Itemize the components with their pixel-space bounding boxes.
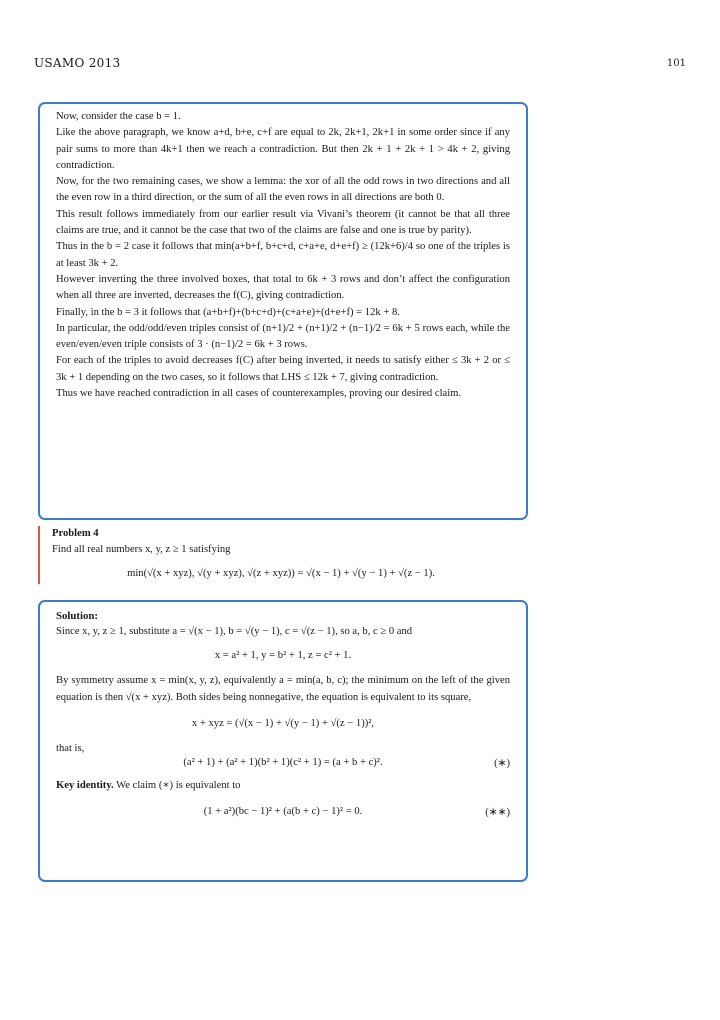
proof-continuation-box <box>38 102 528 520</box>
paragraph: Since x, y, z ≥ 1, substitute a = √(x − 1), b = √(y − 1), c = √(z − 1), so a, b, c ≥ 0 and <box>56 626 413 637</box>
display-equation: x = a² + 1, y = b² + 1, z = c² + 1. <box>214 650 352 662</box>
display-equation: x + xyz = (√(x − 1) + √(y − 1) + √(z − 1))², <box>191 717 375 729</box>
paragraph: This result follows immediately from our earlier result via Vivani’s theorem (it cannot be that all three claims are true, and it cannot be the case that two of the claims are false and one is true by parity). <box>56 208 510 237</box>
equation-body: (1 + a²)(bc − 1)² + (a(b + c) − 1)² = 0. <box>203 806 363 818</box>
display-equation-star <box>56 757 510 768</box>
solution-box <box>38 600 528 882</box>
equation-tag: (∗) <box>494 758 510 770</box>
running-header: USAMO 2013 <box>34 56 121 70</box>
problem-title: Problem 4 <box>52 528 99 539</box>
problem-equation: min(√(x + xyz), √(y + xyz), √(z + xyz)) = √(x − 1) + √(y − 1) + √(z − 1). <box>127 568 435 579</box>
problem-statement <box>38 526 510 584</box>
paragraph <box>56 778 510 794</box>
equation-body: (a² + 1) + (a² + 1)(b² + 1)(c² + 1) = (a + b + c)². <box>183 757 383 769</box>
paragraph: Finally, in the b = 3 it follows that (a+b+f)+(b+c+d)+(c+a+e)+(d+e+f) = 12k + 8. <box>56 306 400 318</box>
key-identity-label: Key identity. <box>56 780 114 792</box>
display-equation-double-star <box>56 806 510 817</box>
paragraph: Thus we have reached contradiction in all cases of counterexamples, proving our desired claim. <box>56 388 462 400</box>
paragraph: Now, for the two remaining cases, we show a lemma: the xor of all the odd rows in two directions and all the even row in a third direction, or the sum of all the even rows in all directions are both 0. <box>56 176 510 204</box>
paragraph: Thus in the b = 2 case it follows that min(a+b+f, b+c+d, c+a+e, d+e+f) ≥ (12k+6)/4 so one of the triples is at least 3k + 2. <box>56 241 510 269</box>
paragraph: By symmetry assume x = min(x, y, z), equivalently a = min(a, b, c); the minimum on the left of the given equation is then √(x + xyz). Both sides being nonnegative, the equation is equivalent to its square, <box>56 675 510 703</box>
paragraph: Like the above paragraph, we know a+d, b+e, c+f are equal to 2k, 2k+1, 2k+1 in some order since if any pair sums to more than 4k+1 then we reach a contradiction. But then 2k + 1 + 2k + 1 > 4k + 2, giving contradiction. <box>56 127 510 171</box>
problem-text: Find all real numbers x, y, z ≥ 1 satisfying <box>52 544 231 555</box>
equation-tag: (∗∗) <box>485 807 510 819</box>
paragraph: In particular, the odd/odd/even triples consist of (n+1)/2 + (n+1)/2 + (n−1)/2 = 6k + 5 rows each, while the even/even/even triple consists of 3 · (n−1)/2 = 6k + 3 rows. <box>56 322 510 351</box>
solution-title: Solution: <box>56 610 99 622</box>
paragraph: For each of the triples to avoid decreases f(C) after being inverted, it needs to satisfy either ≤ 3k + 2 or ≤ 3k + 1 depending on the two cases, so it follows that LHS ≤ 12k + 7, giving contradiction. <box>56 355 510 383</box>
paragraph: Now, consider the case b = 1. <box>56 111 181 122</box>
key-identity-text: We claim (∗) is equivalent to <box>113 780 241 792</box>
paragraph: that is, <box>56 742 85 754</box>
page-number: 101 <box>666 58 686 69</box>
paragraph: However inverting the three involved boxes, that total to 6k + 3 rows and don’t affect the configuration when all three are inverted, decreases the f(C), giving contradiction. <box>56 273 510 302</box>
